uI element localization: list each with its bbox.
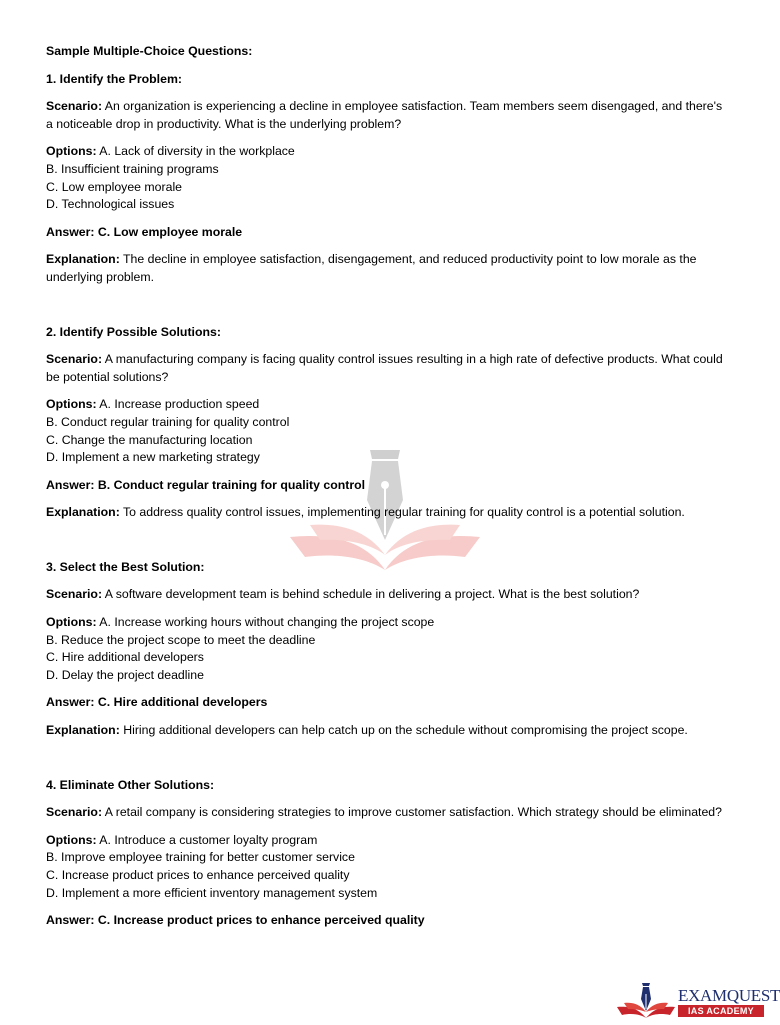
question-block xyxy=(46,71,726,287)
scenario-label: Scenario: xyxy=(46,99,103,114)
option-text: D. Delay the project deadline xyxy=(46,667,204,682)
explanation-label: Explanation: xyxy=(46,252,120,267)
explanation-text: The decline in employee satisfaction, disengagement, and reduced productivity point to low morale as the underlying problem. xyxy=(46,252,697,284)
options-list xyxy=(46,832,726,902)
scenario-paragraph xyxy=(46,804,726,822)
examquest-logo xyxy=(616,980,780,1022)
options-list xyxy=(46,143,726,213)
option-item xyxy=(46,161,726,179)
explanation-paragraph xyxy=(46,504,726,522)
option-text: B. Conduct regular training for quality control xyxy=(46,414,290,429)
section-spacer xyxy=(46,297,726,324)
option-item xyxy=(46,667,726,685)
options-list xyxy=(46,614,726,684)
scenario-paragraph xyxy=(46,98,726,133)
option-item xyxy=(46,196,726,214)
question-heading: 3. Select the Best Solution: xyxy=(46,559,205,574)
explanation-paragraph xyxy=(46,722,726,740)
scenario-text: A software development team is behind schedule in delivering a project. What is the best solution? xyxy=(104,587,640,602)
option-text: C. Low employee morale xyxy=(46,179,183,194)
option-item xyxy=(46,396,726,414)
option-text: B. Improve employee training for better customer service xyxy=(46,850,355,865)
explanation-text: To address quality control issues, implementing regular training for quality control is a potential solution. xyxy=(123,505,685,520)
option-item xyxy=(46,143,726,161)
scenario-label: Scenario: xyxy=(46,352,103,367)
section-spacer xyxy=(46,532,726,559)
options-label: Options: xyxy=(46,397,97,412)
question-block xyxy=(46,777,726,930)
answer-line: Answer: C. Low employee morale xyxy=(46,224,243,239)
question-heading: 2. Identify Possible Solutions: xyxy=(46,324,221,339)
option-item xyxy=(46,414,726,432)
document-title: Sample Multiple-Choice Questions: xyxy=(46,44,253,58)
option-text: A. Introduce a customer loyalty program xyxy=(99,832,318,847)
option-text: C. Increase product prices to enhance perceived quality xyxy=(46,868,350,882)
answer-line: Answer: B. Conduct regular training for quality control xyxy=(46,477,366,492)
scenario-paragraph xyxy=(46,351,726,386)
scenario-paragraph xyxy=(46,586,726,604)
option-text: C. Change the manufacturing location xyxy=(46,432,253,447)
options-label: Options: xyxy=(46,144,97,159)
section-spacer xyxy=(46,750,726,777)
option-item xyxy=(46,179,726,197)
option-text: D. Implement a more efficient inventory management system xyxy=(46,885,378,900)
options-label: Options: xyxy=(46,832,97,847)
option-text: A. Lack of diversity in the workplace xyxy=(99,144,295,159)
scenario-text: A manufacturing company is facing quality control issues resulting in a high rate of defective products. What could be potential solutions? xyxy=(46,352,723,384)
option-text: B. Reduce the project scope to meet the deadline xyxy=(46,632,316,647)
option-text: D. Technological issues xyxy=(46,197,175,212)
option-text: A. Increase working hours without changing the project scope xyxy=(99,615,435,630)
option-item xyxy=(46,885,726,903)
option-item xyxy=(46,649,726,667)
scenario-text: A retail company is considering strategies to improve customer satisfaction. Which strategy should be eliminated? xyxy=(104,805,722,820)
option-item xyxy=(46,432,726,450)
explanation-paragraph xyxy=(46,251,726,286)
document-page xyxy=(46,43,726,940)
pen-book-logo-icon xyxy=(616,982,676,1020)
question-list xyxy=(46,71,726,930)
option-item xyxy=(46,449,726,467)
explanation-label: Explanation: xyxy=(46,723,120,738)
question-heading: 1. Identify the Problem: xyxy=(46,71,182,86)
scenario-label: Scenario: xyxy=(46,805,103,820)
option-text: D. Implement a new marketing strategy xyxy=(46,450,260,465)
question-block xyxy=(46,324,726,522)
scenario-text: An organization is experiencing a decline in employee satisfaction. Team members seem disengaged, and there's a noticeable drop in productivity. What is the underlying problem? xyxy=(46,99,723,131)
options-list xyxy=(46,396,726,466)
option-item xyxy=(46,849,726,867)
option-item xyxy=(46,832,726,850)
option-text: A. Increase production speed xyxy=(99,397,260,412)
logo-tagline: IAS ACADEMY xyxy=(678,1005,764,1017)
question-heading: 4. Eliminate Other Solutions: xyxy=(46,777,215,792)
option-item xyxy=(46,614,726,632)
question-block xyxy=(46,559,726,740)
option-item xyxy=(46,867,726,885)
logo-wordmark: EXAMQUEST xyxy=(678,986,780,1005)
options-label: Options: xyxy=(46,615,97,630)
option-item xyxy=(46,632,726,650)
scenario-label: Scenario: xyxy=(46,587,103,602)
option-text: C. Hire additional developers xyxy=(46,650,204,665)
explanation-text: Hiring additional developers can help catch up on the schedule without compromising the project scope. xyxy=(123,723,688,738)
answer-line: Answer: C. Increase product prices to enhance perceived quality xyxy=(46,913,425,928)
explanation-label: Explanation: xyxy=(46,505,120,520)
option-text: B. Insufficient training programs xyxy=(46,161,219,176)
answer-line: Answer: C. Hire additional developers xyxy=(46,695,268,710)
